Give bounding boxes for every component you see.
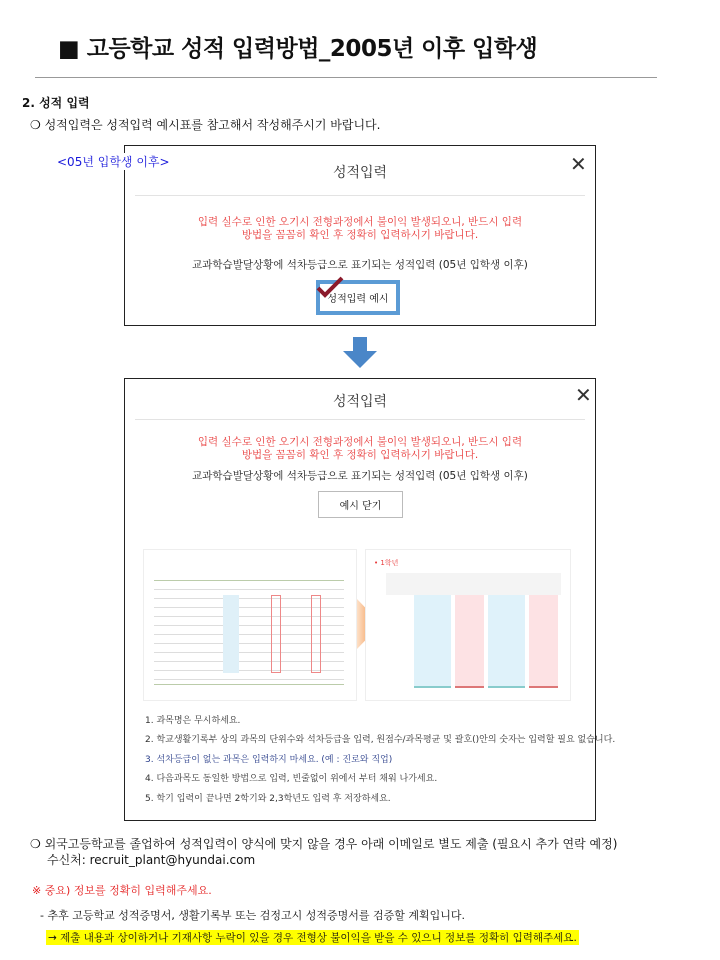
after-05-label: <05년 입학생 이후> xyxy=(57,155,170,169)
divider xyxy=(135,419,585,420)
recipient-email[interactable]: 수신처: recruit_plant@hyundai.com xyxy=(47,853,256,867)
grade-input-dialog-screenshot xyxy=(124,145,596,326)
instruction-3: 3. 석차등급이 없는 과목은 입력하지 마세요. (예 : 진로와 직업) xyxy=(145,755,393,765)
close-example-button[interactable]: 예시 닫기 xyxy=(318,491,403,518)
page-title: ■ 고등학교 성적 입력방법_2005년 이후 입학생 xyxy=(58,36,538,62)
warning-text: 입력 실수로 인한 오기시 전형과정에서 불이익 발생되오니, 반드시 입력 방법을 꼼꼼히 확인 후 정확히 입력하시기 바랍니다. xyxy=(197,216,523,241)
info-text: 교과학습발달상황에 석차등급으로 표기되는 성적입력 (05년 입학생 이후) xyxy=(192,259,528,271)
instruction-4: 4. 다음과목도 동일한 방법으로 입력, 빈줄없이 위에서 부터 채워 나가세요. xyxy=(145,774,438,784)
section-heading: 2. 성적 입력 xyxy=(22,96,90,110)
input-form-example-image xyxy=(365,549,571,701)
verification-note: - 추후 고등학교 성적증명서, 생활기록부 또는 검정고시 성적증명서를 검증할 계획입니다. xyxy=(40,909,465,922)
highlight-warning: → 제출 내용과 상이하거나 기재사항 누락이 있을 경우 전형상 불이익을 받을 수 있으니 정보를 정확히 입력해주세요. xyxy=(48,932,577,944)
instruction-1: 1. 과목명은 무시하세요. xyxy=(145,716,241,726)
divider xyxy=(35,77,657,78)
arrow-down-icon xyxy=(343,337,377,369)
info-text: 교과학습발달상황에 석차등급으로 표기되는 성적입력 (05년 입학생 이후) xyxy=(192,470,528,482)
warning-text: 입력 실수로 인한 오기시 전형과정에서 불이익 발생되오니, 반드시 입력 방법을 꼼꼼히 확인 후 정확히 입력하시기 바랍니다. xyxy=(197,436,523,461)
instruction-5: 5. 학기 입력이 끝나면 2학기와 2,3학년도 입력 후 저장하세요. xyxy=(145,794,391,804)
report-card-example-image xyxy=(143,549,357,701)
close-icon[interactable]: ✕ xyxy=(575,383,592,407)
dialog-title: 성적입력 xyxy=(332,165,388,181)
example-button[interactable]: 성적입력 예시 xyxy=(316,280,400,315)
dialog-title: 성적입력 xyxy=(332,394,388,410)
divider xyxy=(135,195,585,196)
intro-text: ❍ 성적입력은 성적입력 예시표를 참고해서 작성해주시기 바랍니다. xyxy=(30,118,381,132)
close-icon[interactable]: ✕ xyxy=(570,152,587,176)
instruction-2: 2. 학교생활기록부 상의 과목의 단위수와 석차등급을 입력, 원점수/과목평균 및 괄호()안의 숫자는 입력할 필요 없습니다. xyxy=(145,735,616,745)
grade-label: • 1학년 xyxy=(374,559,399,567)
checkmark-icon xyxy=(315,276,345,298)
important-notice: ※ 중요) 정보를 정확히 입력해주세요. xyxy=(32,884,212,897)
foreign-school-note: ❍ 외국고등학교를 졸업하여 성적입력이 양식에 맞지 않을 경우 아래 이메일로 별도 제출 (필요시 추가 연락 예정) xyxy=(30,837,618,851)
